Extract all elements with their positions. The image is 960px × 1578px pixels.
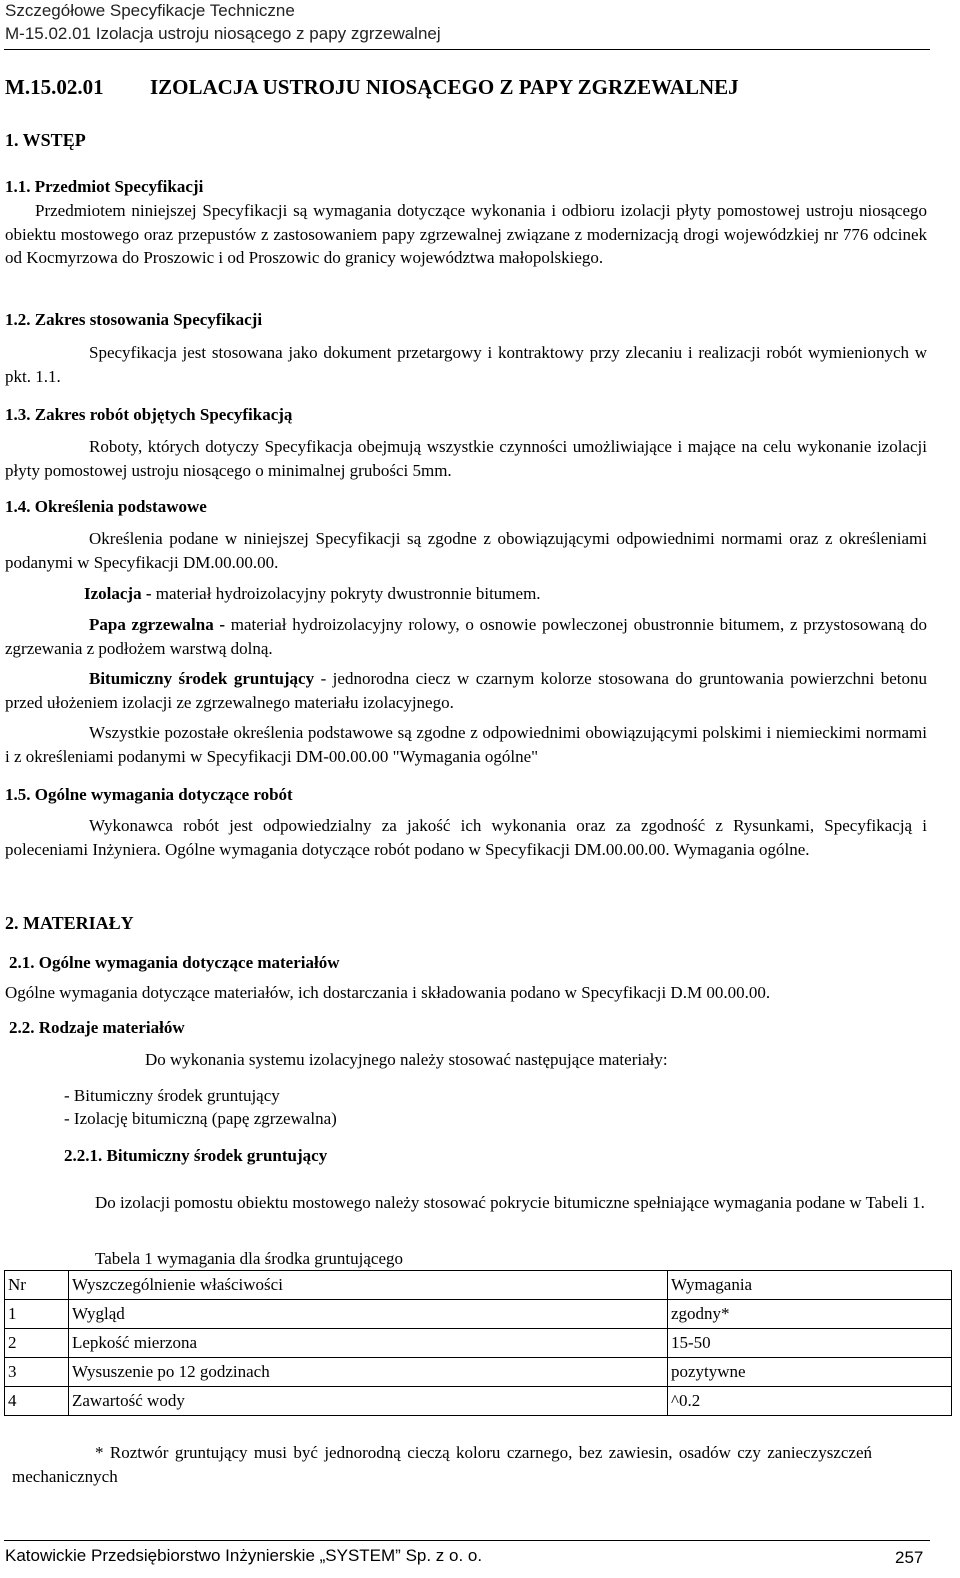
footer-divider [4, 1540, 930, 1541]
running-header-title: Szczegółowe Specyfikacje Techniczne [5, 1, 295, 20]
definition-izolacja [84, 582, 927, 606]
document-title [5, 75, 739, 100]
section-heading-2-1: 2.1. Ogólne wymagania dotyczące materiałów [9, 953, 340, 972]
section-text-2-2-1: Do izolacji pomostu obiektu mostowego należy stosować pokrycie bitumiczne spełniające wymagania podane w Tabeli 1. [95, 1193, 925, 1212]
table-header-cell: Wymagania [668, 1271, 952, 1300]
table-row [5, 1329, 952, 1358]
table-caption: Tabela 1 wymagania dla środka gruntującego [95, 1249, 404, 1268]
section-heading-2: 2. MATERIAŁY [5, 913, 134, 933]
table-row [5, 1387, 952, 1416]
definition-text: materiał hydroizolacyjny rolowy, o osnowie powleczonej obustronnie bitumem, z przystosowaną do zgrzewania z podłożem warstwą dolną. [5, 615, 928, 658]
section-heading-2-2-1: 2.2.1. Bitumiczny środek gruntujący [64, 1146, 328, 1165]
table-cell: Lepkość mierzona [69, 1329, 668, 1358]
section-text-1-5: Wykonawca robót jest odpowiedzialny za jakość ich wykonania oraz za zgodność z Rysunkami, Specyfikacją i poleceniami Inżyniera. Ogólne wymagania dotyczące robót podano w Specyfikacji DM.00.00.00. Wymagania ogólne. [5, 816, 927, 859]
table-cell: Zawartość wody [69, 1387, 668, 1416]
definition-term: Izolacja - [84, 584, 152, 603]
table-cell: Wysuszenie po 12 godzinach [69, 1358, 668, 1387]
table-row [5, 1358, 952, 1387]
table-cell: pozytywne [668, 1358, 952, 1387]
section-text-1-3: Roboty, których dotyczy Specyfikacja obejmują wszystkie czynności umożliwiające i mające na celu wykonanie izolacji płyty pomostowej ustroju niosącego o minimalnej grubości 5mm. [5, 437, 927, 480]
table-cell: 4 [5, 1387, 69, 1416]
section-heading-1-1: 1.1. Przedmiot Specyfikacji [5, 177, 204, 196]
list-item: - Bitumiczny środek gruntujący [64, 1086, 280, 1105]
table-row [5, 1300, 952, 1329]
section-text-1-4-intro: Określenia podane w niniejszej Specyfikacji są zgodne z obowiązującymi odpowiednimi normami oraz z określeniami podanymi w Specyfikacji DM.00.00.00. [5, 529, 927, 572]
table-header-cell: Wyszczególnienie właściwości [69, 1271, 668, 1300]
section-text-2-1: Ogólne wymagania dotyczące materiałów, ich dostarczania i składowania podano w Specyfikacji D.M 00.00.00. [5, 983, 771, 1002]
definition-term: Papa zgrzewalna - [89, 615, 226, 634]
table-cell: zgodny* [668, 1300, 952, 1329]
definition-papa-zgrzewalna [5, 613, 927, 660]
table-note: * Roztwór gruntujący musi być jednorodną cieczą koloru czarnego, bez zawiesin, osadów czy zanieczyszczeń mechanicznych [12, 1443, 872, 1486]
section-heading-1-3: 1.3. Zakres robót objętych Specyfikacją [5, 405, 293, 424]
section-heading-1: 1. WSTĘP [5, 130, 86, 150]
document-title-text: IZOLACJA USTROJU NIOSĄCEGO Z PAPY ZGRZEWALNEJ [150, 75, 739, 99]
section-text-2-2: Do wykonania systemu izolacyjnego należy stosować następujące materiały: [145, 1050, 668, 1069]
table-cell: 2 [5, 1329, 69, 1358]
definition-text: - jednorodna ciecz w czarnym kolorze stosowana do gruntowania powierzchni betonu przed ułożeniem izolacji ze zgrzewalnego materiału izolacyjnego. [5, 669, 927, 712]
list-item: - Izolację bitumiczną (papę zgrzewalna) [64, 1109, 337, 1128]
section-heading-1-5: 1.5. Ogólne wymagania dotyczące robót [5, 785, 293, 804]
table-header-cell: Nr [5, 1271, 69, 1300]
definition-bitumiczny-srodek [5, 667, 927, 714]
footer-company: Katowickie Przedsiębiorstwo Inżynierskie „SYSTEM” Sp. z o. o. [5, 1546, 483, 1565]
table-cell: 3 [5, 1358, 69, 1387]
section-text-1-1: Przedmiotem niniejszej Specyfikacji są wymagania dotyczące wykonania i odbioru izolacji płyty pomostowej ustroju niosącego obiektu mostowego oraz przepustów z zastosowaniem papy zgrzewalnej związane z modernizacją drogi wojewódzkiej nr 776 odcinek od Kocmyrzowa do Proszowic i od Proszowic do granicy województwa małopolskiego. [5, 201, 927, 267]
definition-text: materiał hydroizolacyjny pokryty dwustronnie bitumem. [151, 584, 541, 603]
running-header-subtitle: M-15.02.01 Izolacja ustroju niosącego z papy zgrzewalnej [5, 24, 441, 43]
section-heading-1-4: 1.4. Określenia podstawowe [5, 497, 207, 516]
section-heading-2-2: 2.2. Rodzaje materiałów [9, 1018, 185, 1037]
table-header-row [5, 1271, 952, 1300]
section-text-1-2: Specyfikacja jest stosowana jako dokument przetargowy i kontraktowy przy zlecaniu i realizacji robót wymienionych w pkt. 1.1. [5, 343, 927, 386]
header-divider [4, 49, 930, 50]
table-cell: Wygląd [69, 1300, 668, 1329]
table-cell: 1 [5, 1300, 69, 1329]
section-text-1-4-other: Wszystkie pozostałe określenia podstawowe są zgodne z odpowiednimi obowiązującymi polskimi i niemieckimi normami i z określeniami podanymi w Specyfikacji DM-00.00.00 "Wymagania ogólne" [5, 723, 927, 766]
definition-term: Bitumiczny środek gruntujący [89, 669, 315, 688]
table-cell: 15-50 [668, 1329, 952, 1358]
page-number: 257 [895, 1548, 924, 1567]
table-cell: ^0.2 [668, 1387, 952, 1416]
document-code: M.15.02.01 [5, 75, 104, 99]
requirements-table [4, 1270, 952, 1416]
section-heading-1-2: 1.2. Zakres stosowania Specyfikacji [5, 310, 263, 329]
